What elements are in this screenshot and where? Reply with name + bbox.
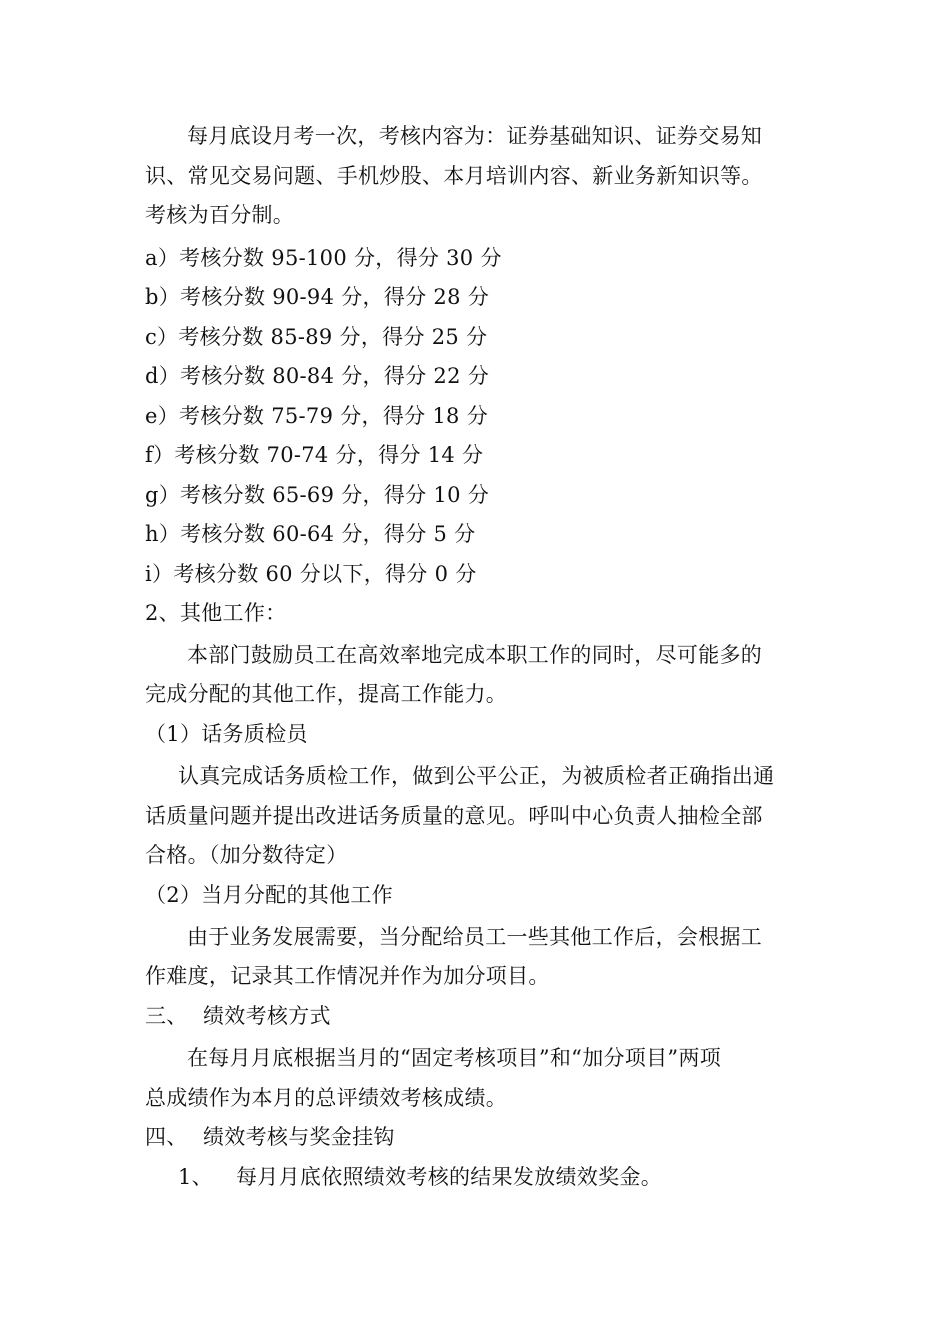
section-4-title: 绩效考核与奖金挂钩: [203, 1125, 395, 1149]
section-4-heading: [145, 1122, 845, 1152]
section-4-item-1-number: 1、: [178, 1165, 213, 1189]
quality-inspector-line-1: 认真完成话务质检工作，做到公平公正，为被质检者正确指出通: [178, 764, 775, 788]
grade-item-e: e）考核分数 75-79 分，得分 18 分: [145, 404, 488, 428]
grade-item-a: a）考核分数 95-100 分，得分 30 分: [145, 246, 502, 270]
grade-item-h: h）考核分数 60-64 分，得分 5 分: [145, 522, 476, 546]
section-3-title: 绩效考核方式: [203, 1004, 331, 1028]
assigned-work-line-1: 由于业务发展需要，当分配给员工一些其他工作后，会根据工: [187, 925, 763, 949]
quality-inspector-line-2: 话质量问题并提出改进话务质量的意见。呼叫中心负责人抽检全部: [145, 804, 763, 828]
grade-item-d: d）考核分数 80-84 分，得分 22 分: [145, 364, 490, 388]
exam-paragraph-line-1: 每月底设月考一次，考核内容为：证券基础知识、证券交易知: [187, 124, 763, 148]
grade-item-i: i）考核分数 60 分以下，得分 0 分: [145, 562, 477, 586]
assigned-work-heading: （2）当月分配的其他工作: [145, 883, 393, 907]
assigned-work-line-2: 作难度，记录其工作情况并作为加分项目。: [145, 964, 550, 988]
grade-item-b: b）考核分数 90-94 分，得分 28 分: [145, 285, 490, 309]
section-3-line-2: 总成绩作为本月的总评绩效考核成绩。: [145, 1086, 508, 1110]
exam-paragraph-line-2: 识、常见交易问题、手机炒股、本月培训内容、新业务新知识等。: [145, 164, 763, 188]
grade-item-f: f）考核分数 70-74 分，得分 14 分: [145, 443, 484, 467]
section-4-item-1-text: 每月月底依照绩效考核的结果发放绩效奖金。: [236, 1165, 662, 1189]
section-3-line-1: 在每月月底根据当月的“固定考核项目”和“加分项目”两项: [187, 1046, 722, 1070]
exam-paragraph-line-3: 考核为百分制。: [145, 203, 295, 227]
quality-inspector-line-3: 合格。（加分数待定）: [145, 843, 348, 867]
section-3-number: 三、: [145, 1004, 188, 1028]
grade-item-c: c）考核分数 85-89 分，得分 25 分: [145, 325, 488, 349]
quality-inspector-heading: （1）话务质检员: [145, 722, 308, 746]
section-3-heading: [145, 1001, 845, 1031]
other-work-intro-line-1: 本部门鼓励员工在高效率地完成本职工作的同时，尽可能多的: [187, 643, 763, 667]
section-4-number: 四、: [145, 1125, 188, 1149]
other-work-intro-line-2: 完成分配的其他工作，提高工作能力。: [145, 682, 508, 706]
other-work-heading: 2、其他工作：: [145, 601, 287, 625]
grade-item-g: g）考核分数 65-69 分，得分 10 分: [145, 483, 490, 507]
